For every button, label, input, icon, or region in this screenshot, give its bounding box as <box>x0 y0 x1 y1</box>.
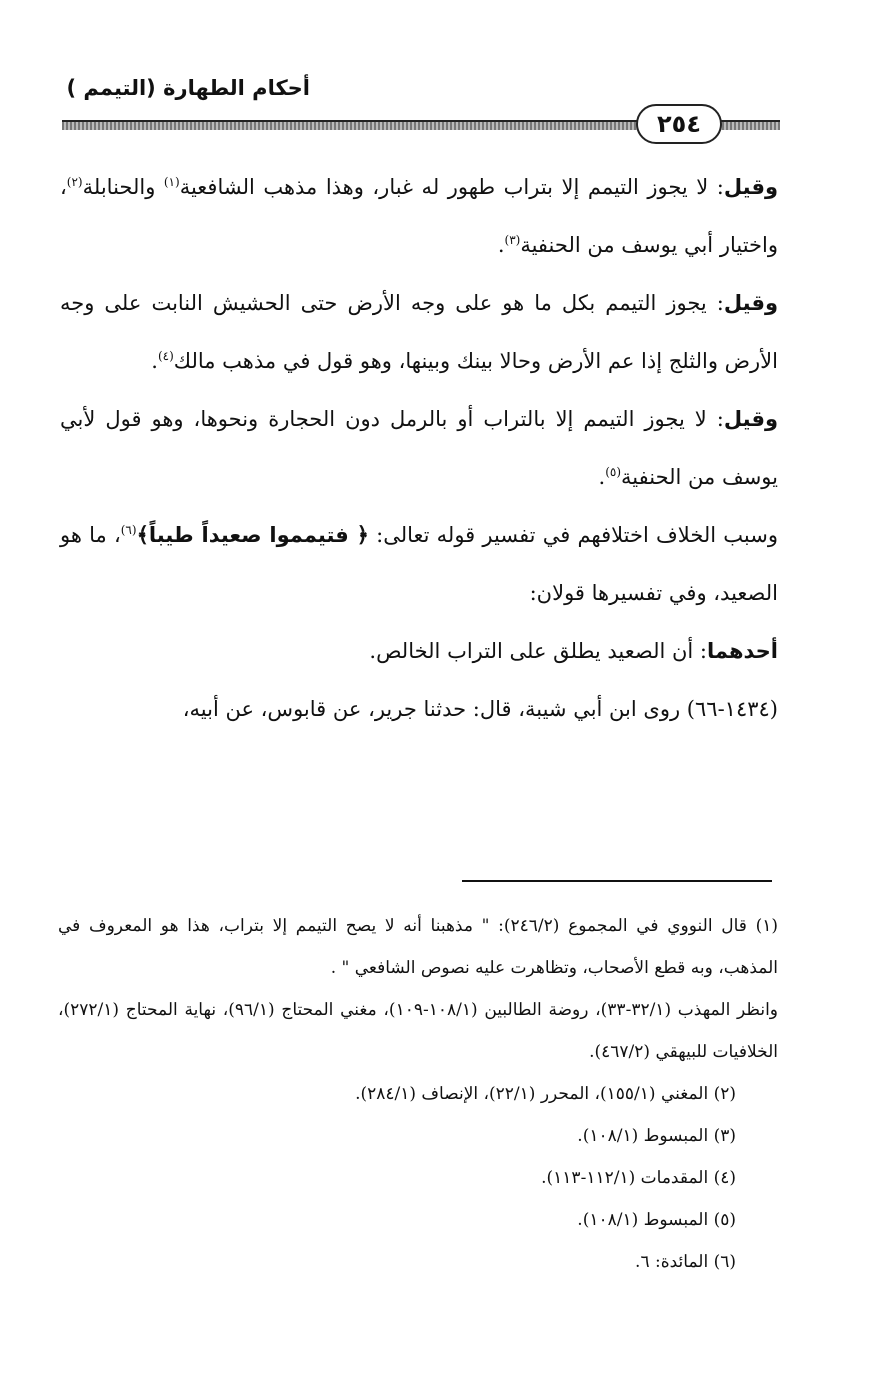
footnote-ref[interactable]: (٥) <box>605 465 622 479</box>
paragraph-1 <box>60 158 778 274</box>
paragraph-2 <box>60 274 778 390</box>
paragraph-3 <box>60 390 778 506</box>
paragraph-text: والحنابلة <box>82 175 164 199</box>
paragraph-text: ، واختيار أبي يوسف من الحنفية <box>60 175 778 257</box>
footnote-ref[interactable]: (٢) <box>66 175 83 189</box>
footnote-ref[interactable]: (٣) <box>504 233 521 247</box>
paragraph-text: : يجوز التيمم بكل ما هو على وجه الأرض حتى الحشيش النابت على وجه الأرض والثلج إذا عم الأرض وحالا بينك وبينها، وهو قول في مذهب مالك <box>60 291 778 373</box>
paragraph-4 <box>60 506 778 622</box>
footnote-1-continued: وانظر المهذب (٣٢/١-٣٣)، روضة الطالبين (١٠٨/١-١٠٩)، مغني المحتاج (٩٦/١)، نهاية المحتاج (٢٧٢/١)، الخلافيات للبيهقي (٤٦٧/٢). <box>58 1000 779 1062</box>
paragraph-lead: أحدهما <box>707 639 778 663</box>
paragraph-text: وسبب الخلاف اختلافهم في تفسير قوله تعالى: <box>368 523 778 547</box>
footnote-5: (٥) المبسوط (١٠٨/١). <box>577 1210 736 1230</box>
running-header-title: أحكام الطهارة (التيمم ) <box>66 76 310 100</box>
page-number: ٢٥٤ <box>636 104 722 144</box>
footnote-ref[interactable]: (١) <box>163 175 180 189</box>
paragraph-6 <box>60 680 778 738</box>
footnote-3: (٣) المبسوط (١٠٨/١). <box>577 1126 736 1146</box>
paragraph-text: ، ما هو الصعيد، وفي تفسيرها قولان: <box>60 523 778 605</box>
footnotes <box>58 905 778 1283</box>
footnote-4: (٤) المقدمات (١١٢/١-١١٣). <box>541 1168 736 1188</box>
main-text <box>60 158 778 738</box>
paragraph-5 <box>60 622 778 680</box>
paragraph-text: : أن الصعيد يطلق على التراب الخالص. <box>369 639 707 663</box>
paragraph-lead: وقيل <box>723 407 778 431</box>
footnote-ref[interactable]: (٦) <box>120 523 137 537</box>
footnote-2: (٢) المغني (١٥٥/١)، المحرر (٢٢/١)، الإنصاف (٢٨٤/١). <box>355 1084 736 1104</box>
footnote-ref[interactable]: (٤) <box>157 349 174 363</box>
footnote-separator <box>462 880 772 882</box>
paragraph-text: (١٤٣٤-٦٦) روى ابن أبي شيبة، قال: حدثنا جرير، عن قابوس، عن أبيه، <box>182 697 778 721</box>
paragraph-text: : لا يجوز التيمم إلا بتراب طهور له غبار، وهذا مذهب الشافعية <box>179 175 724 199</box>
paragraph-lead: وقيل <box>723 291 778 315</box>
paragraph-text: . <box>598 465 606 489</box>
paragraph-text: : لا يجوز التيمم إلا بالتراب أو بالرمل دون الحجارة ونحوها، وهو قول لأبي يوسف من الحنفية <box>60 407 778 489</box>
paragraph-text: . <box>151 349 158 373</box>
paragraph-text: . <box>497 233 505 257</box>
quran-verse: ﴿ فتيمموا صعيداً طيباً﴾ <box>136 523 369 547</box>
footnote-6: (٦) المائدة: ٦. <box>635 1252 736 1272</box>
paragraph-lead: وقيل <box>723 175 778 199</box>
footnote-1: (١) قال النووي في المجموع (٢٤٦/٢): " مذهبنا أنه لا يصح التيمم إلا بتراب، هذا هو المعروف في المذهب، وبه قطع الأصحاب، وتظاهرت عليه نصوص الشافعي " . <box>58 916 778 978</box>
